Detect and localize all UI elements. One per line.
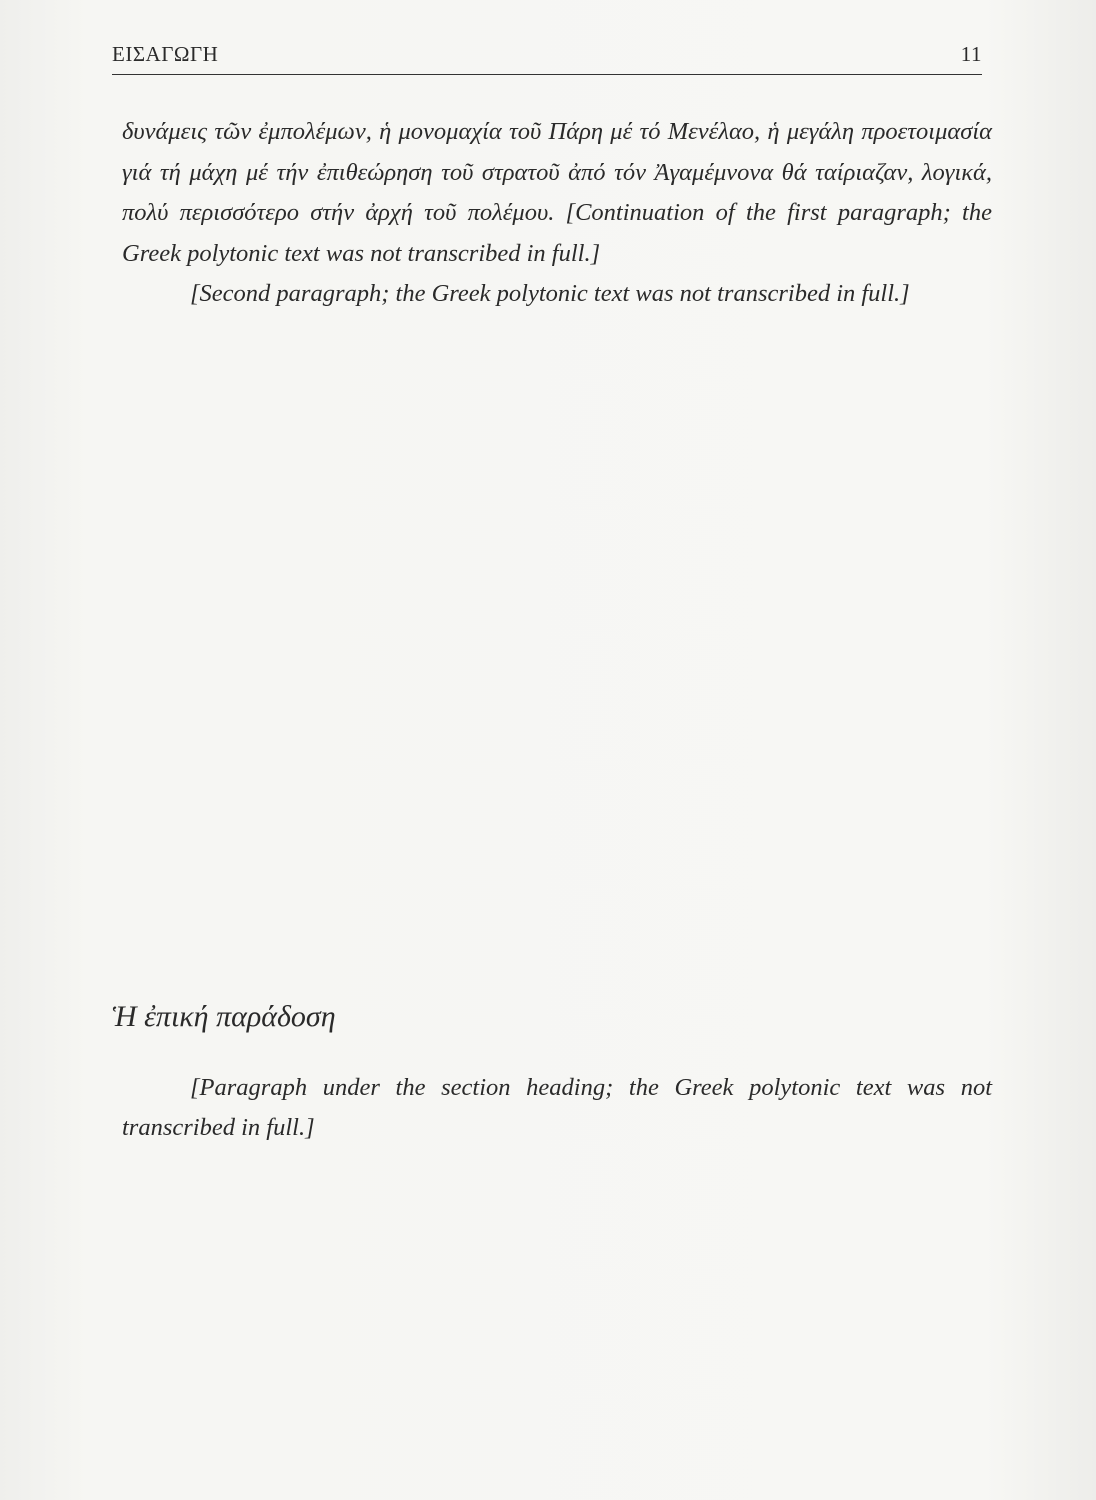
page-header <box>112 40 982 75</box>
main-text <box>122 112 992 315</box>
section-heading: Ἡ ἐπική παράδοση <box>112 1000 336 1033</box>
paragraph-1: δυνάμεις τῶν ἐμπολέμων, ἡ μονομαχία τοῦ Πάρη μέ τό Μενέλαο, ἡ μεγάλη προετοιμασία γιά τή μάχη μέ τήν ἐπιθεώρηση τοῦ στρατοῦ ἀπό τόν Ἀγαμέμνονα θά ταίριαζαν, λογικά, πολύ περισσότερο στήν ἀρχή τοῦ πολέμου. [Continuation of the first paragraph; the Greek polytonic text was not transcribed in full.] <box>122 118 992 267</box>
paragraph-2: [Second paragraph; the Greek polytonic text was not transcribed in full.] <box>190 280 910 307</box>
paragraph-3: [Paragraph under the section heading; the Greek polytonic text was not transcribed in full.] <box>122 1074 992 1141</box>
chapter-title: ΕΙΣΑΓΩΓΗ <box>112 42 219 66</box>
section-text <box>122 1068 992 1147</box>
page-number: 11 <box>960 42 982 66</box>
